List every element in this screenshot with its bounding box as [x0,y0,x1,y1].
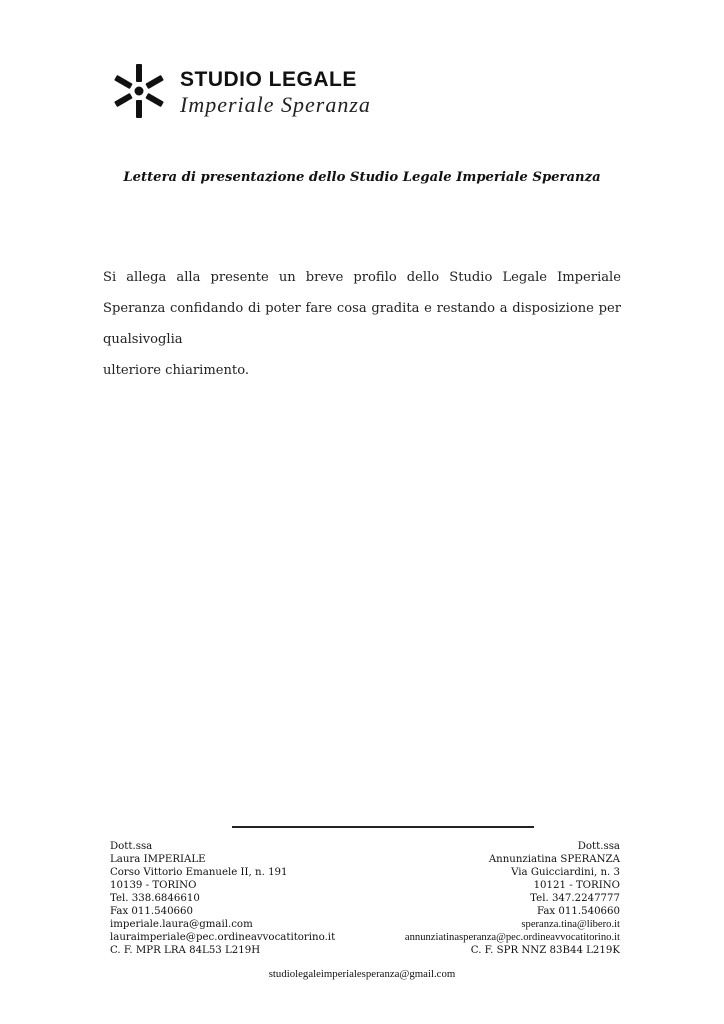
letter-body [103,262,621,386]
contact-title: Dott.ssa [577,841,620,852]
contact-block-left [110,840,335,957]
contact-pec: annunziatinasperanza@pec.ordineavvocatitorino.it [404,932,620,943]
logo-subtitle: Imperiale Speranza [180,92,371,117]
contact-city: 10121 - TORINO [533,880,620,891]
contact-email: imperiale.laura@gmail.com [110,919,253,930]
contact-pec: lauraimperiale@pec.ordineavvocatitorino.it [110,932,336,943]
contact-fax: Fax 011.540660 [110,906,194,917]
contact-block-right [405,840,620,957]
footer-divider [232,826,534,828]
contact-cf: C. F. MPR LRA 84L53 L219H [110,945,261,956]
contact-tel: Tel. 347.2247777 [530,893,620,904]
body-line-1: Si allega alla presente un breve profilo dello Studio Legale Imperiale Speranza [103,270,621,316]
contact-title: Dott.ssa [110,841,153,852]
studio-logo [110,62,380,124]
contact-city: 10139 - TORINO [110,880,197,891]
contact-email: speranza.tina@libero.it [521,919,620,930]
letter-heading: Lettera di presentazione dello Studio Legale Imperiale Speranza [123,170,601,185]
asterisk-star-logo-icon [110,62,168,120]
contact-address: Corso Vittorio Emanuele II, n. 191 [110,867,288,878]
body-line-3: ulteriore chiarimento. [103,363,250,378]
contact-tel: Tel. 338.6846610 [110,893,200,904]
contact-address: Via Guicciardini, n. 3 [511,867,620,878]
body-line-2: confidando di poter fare cosa gradita e restando a disposizione per qualsivoglia [103,301,621,347]
contact-name: Annunziatina SPERANZA [488,854,620,865]
footer-email: studiolegaleimperialesperanza@gmail.com [268,968,456,980]
logo-title: STUDIO LEGALE [180,68,357,91]
contact-name: Laura IMPERIALE [110,854,206,865]
contact-fax: Fax 011.540660 [536,906,620,917]
contact-cf: C. F. SPR NNZ 83B44 L219K [470,945,620,956]
